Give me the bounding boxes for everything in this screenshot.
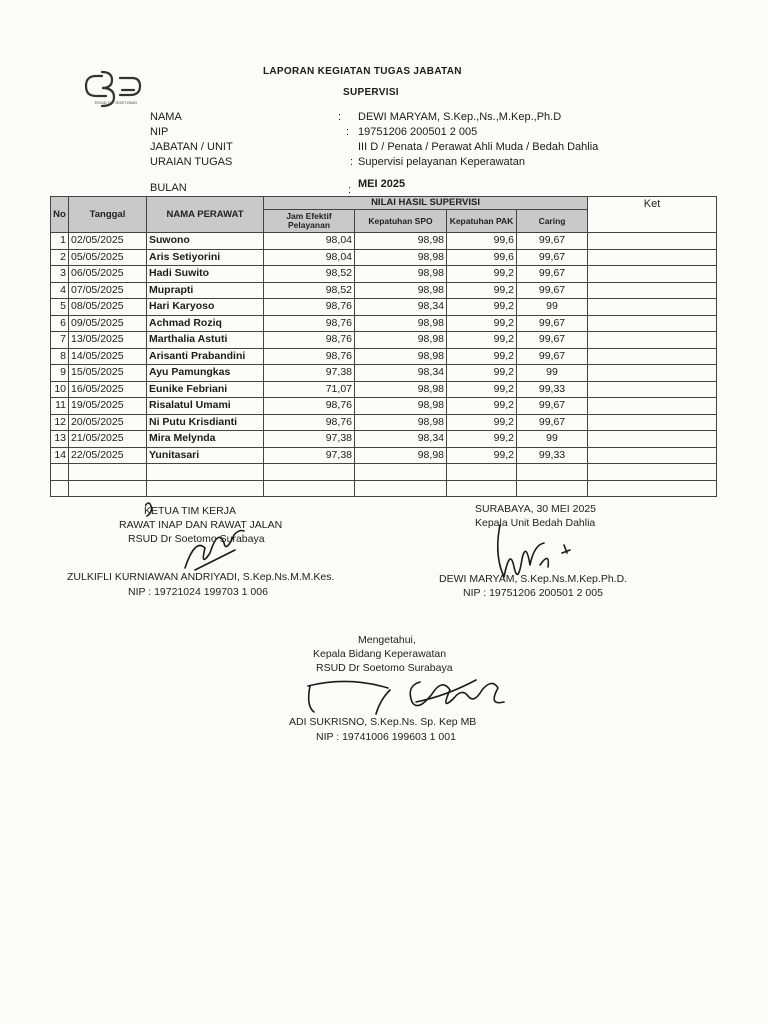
cell-caring: 99 — [517, 365, 588, 382]
cell-ket — [588, 398, 717, 415]
table-row — [51, 365, 717, 382]
bulan-value: MEI 2025 — [358, 178, 406, 190]
cell-nama: Aris Setiyorini — [147, 249, 264, 266]
cell-caring — [517, 480, 588, 497]
right-sig-nip: NIP : 19751206 200501 2 005 — [463, 587, 603, 599]
cell-pak: 99,2 — [447, 414, 517, 431]
table-row — [51, 233, 717, 250]
cell-nama: Marthalia Astuti — [147, 332, 264, 349]
cell-ket — [588, 348, 717, 365]
cell-no: 2 — [51, 249, 69, 266]
cell-spo: 98,34 — [355, 431, 447, 448]
jabatan-label: JABATAN / UNIT — [150, 141, 233, 153]
cell-tanggal: 14/05/2025 — [69, 348, 147, 365]
cell-no: 4 — [51, 282, 69, 299]
nip-colon: : — [346, 126, 350, 138]
bulan-colon: : — [348, 184, 352, 196]
header-group: NILAI HASIL SUPERVISI — [264, 197, 588, 210]
document-subtitle: SUPERVISI — [343, 87, 399, 98]
right-sig-name: DEWI MARYAM, S.Kep.Ns.M.Kep.Ph.D. — [439, 573, 628, 585]
cell-nama: Eunike Febriani — [147, 381, 264, 398]
right-sig-date: SURABAYA, 30 MEI 2025 — [475, 503, 597, 515]
header-caring: Caring — [517, 210, 588, 233]
uraian-label: URAIAN TUGAS — [150, 156, 233, 168]
cell-caring: 99,67 — [517, 249, 588, 266]
cell-jam: 98,76 — [264, 398, 355, 415]
center-sig-nip: NIP : 19741006 199603 1 001 — [316, 731, 456, 743]
cell-spo — [355, 464, 447, 481]
cell-spo: 98,34 — [355, 299, 447, 316]
supervision-table — [50, 196, 717, 497]
cell-tanggal: 22/05/2025 — [69, 447, 147, 464]
center-sig-line1: Mengetahui, — [358, 634, 416, 646]
cell-spo: 98,98 — [355, 447, 447, 464]
nama-colon: : — [338, 111, 342, 123]
cell-tanggal: 06/05/2025 — [69, 266, 147, 283]
cell-pak: 99,6 — [447, 249, 517, 266]
cell-nama: Suwono — [147, 233, 264, 250]
cell-ket — [588, 464, 717, 481]
cell-nama: Risalatul Umami — [147, 398, 264, 415]
cell-no: 7 — [51, 332, 69, 349]
cell-nama: Mira Melynda — [147, 431, 264, 448]
logo-caption: RSUD Dr. SOETOMO — [94, 100, 138, 105]
table-row — [51, 480, 717, 497]
cell-tanggal: 19/05/2025 — [69, 398, 147, 415]
cell-pak: 99,2 — [447, 431, 517, 448]
cell-ket — [588, 332, 717, 349]
cell-tanggal: 13/05/2025 — [69, 332, 147, 349]
cell-spo: 98,98 — [355, 233, 447, 250]
header-pak: Kepatuhan PAK — [447, 210, 517, 233]
center-sig-line2: Kepala Bidang Keperawatan — [313, 648, 447, 660]
uraian-colon: : — [350, 156, 354, 168]
table-row — [51, 299, 717, 316]
cell-spo: 98,98 — [355, 332, 447, 349]
cell-tanggal: 05/05/2025 — [69, 249, 147, 266]
header-tanggal: Tanggal — [69, 197, 147, 233]
cell-ket — [588, 233, 717, 250]
cell-tanggal: 08/05/2025 — [69, 299, 147, 316]
cell-spo: 98,98 — [355, 249, 447, 266]
header-spo: Kepatuhan SPO — [355, 210, 447, 233]
cell-caring: 99,33 — [517, 381, 588, 398]
cell-tanggal: 15/05/2025 — [69, 365, 147, 382]
cell-no: 13 — [51, 431, 69, 448]
cell-pak: 99,2 — [447, 315, 517, 332]
table-row — [51, 332, 717, 349]
cell-spo: 98,98 — [355, 315, 447, 332]
cell-caring: 99 — [517, 431, 588, 448]
cell-no: 10 — [51, 381, 69, 398]
cell-ket — [588, 315, 717, 332]
table-row — [51, 348, 717, 365]
cell-caring: 99,33 — [517, 447, 588, 464]
cell-ket — [588, 447, 717, 464]
table-row — [51, 282, 717, 299]
cell-pak: 99,2 — [447, 447, 517, 464]
cell-nama: Ayu Pamungkas — [147, 365, 264, 382]
cell-ket — [588, 431, 717, 448]
header-ket: Ket — [588, 197, 717, 233]
cell-pak: 99,2 — [447, 266, 517, 283]
cell-pak: 99,6 — [447, 233, 517, 250]
cell-tanggal: 16/05/2025 — [69, 381, 147, 398]
left-sig-line2: RAWAT INAP DAN RAWAT JALAN — [119, 519, 283, 531]
cell-no: 11 — [51, 398, 69, 415]
cell-no: 5 — [51, 299, 69, 316]
header-jam: Jam Efektif Pelayanan — [264, 210, 355, 233]
cell-nama: Arisanti Prabandini — [147, 348, 264, 365]
cell-pak: 99,2 — [447, 381, 517, 398]
cell-caring: 99,67 — [517, 332, 588, 349]
cell-ket — [588, 365, 717, 382]
cell-nama: Achmad Roziq — [147, 315, 264, 332]
cell-no: 9 — [51, 365, 69, 382]
left-sig-line1: KETUA TIM KERJA — [144, 505, 236, 517]
table-row — [51, 464, 717, 481]
cell-tanggal: 09/05/2025 — [69, 315, 147, 332]
cell-jam — [264, 464, 355, 481]
cell-no — [51, 464, 69, 481]
cell-jam: 98,04 — [264, 233, 355, 250]
cell-tanggal — [69, 464, 147, 481]
cell-ket — [588, 414, 717, 431]
uraian-value: Supervisi pelayanan Keperawatan — [358, 156, 525, 168]
table-row — [51, 414, 717, 431]
cell-nama: Hadi Suwito — [147, 266, 264, 283]
cell-nama: Ni Putu Krisdianti — [147, 414, 264, 431]
cell-ket — [588, 299, 717, 316]
cell-ket — [588, 266, 717, 283]
center-sig-line3: RSUD Dr Soetomo Surabaya — [316, 662, 453, 674]
table-row — [51, 398, 717, 415]
cell-jam: 71,07 — [264, 381, 355, 398]
cell-no: 3 — [51, 266, 69, 283]
cell-jam: 97,38 — [264, 447, 355, 464]
cell-tanggal: 07/05/2025 — [69, 282, 147, 299]
cell-tanggal: 21/05/2025 — [69, 431, 147, 448]
cell-caring: 99 — [517, 299, 588, 316]
left-sig-nip: NIP : 19721024 199703 1 006 — [128, 586, 268, 598]
cell-nama — [147, 480, 264, 497]
cell-caring: 99,67 — [517, 398, 588, 415]
header-nama: NAMA PERAWAT — [147, 197, 264, 233]
cell-caring: 99,67 — [517, 266, 588, 283]
cell-caring: 99,67 — [517, 348, 588, 365]
cell-tanggal: 02/05/2025 — [69, 233, 147, 250]
nama-value: DEWI MARYAM, S.Kep.,Ns.,M.Kep.,Ph.D — [358, 111, 562, 123]
cell-jam: 98,52 — [264, 282, 355, 299]
cell-caring: 99,67 — [517, 233, 588, 250]
cell-pak — [447, 464, 517, 481]
cell-jam: 98,76 — [264, 299, 355, 316]
cell-jam: 98,04 — [264, 249, 355, 266]
cell-tanggal — [69, 480, 147, 497]
cell-pak: 99,2 — [447, 299, 517, 316]
cell-caring: 99,67 — [517, 414, 588, 431]
cell-pak: 99,2 — [447, 282, 517, 299]
cell-pak — [447, 480, 517, 497]
cell-jam: 98,76 — [264, 348, 355, 365]
cell-caring: 99,67 — [517, 315, 588, 332]
cell-pak: 99,2 — [447, 398, 517, 415]
right-sig-line2: Kepala Unit Bedah Dahlia — [475, 517, 596, 529]
cell-pak: 99,2 — [447, 365, 517, 382]
cell-pak: 99,2 — [447, 348, 517, 365]
cell-no: 1 — [51, 233, 69, 250]
cell-jam: 97,38 — [264, 365, 355, 382]
nip-value: 19751206 200501 2 005 — [358, 126, 478, 138]
cell-jam: 98,76 — [264, 332, 355, 349]
table-row — [51, 266, 717, 283]
cell-ket — [588, 480, 717, 497]
cell-spo: 98,34 — [355, 365, 447, 382]
center-signature-icon — [300, 672, 530, 717]
table-row — [51, 447, 717, 464]
cell-pak: 99,2 — [447, 332, 517, 349]
nama-label: NAMA — [150, 111, 182, 123]
document-title: LAPORAN KEGIATAN TUGAS JABATAN — [263, 66, 462, 77]
cell-spo: 98,98 — [355, 266, 447, 283]
cell-spo — [355, 480, 447, 497]
cell-nama: Hari Karyoso — [147, 299, 264, 316]
cell-spo: 98,98 — [355, 381, 447, 398]
cell-nama — [147, 464, 264, 481]
cell-no — [51, 480, 69, 497]
left-sig-line3: RSUD Dr Soetomo Surabaya — [128, 533, 265, 545]
cell-no: 14 — [51, 447, 69, 464]
cell-ket — [588, 282, 717, 299]
table-row — [51, 249, 717, 266]
table-row — [51, 315, 717, 332]
cell-ket — [588, 249, 717, 266]
cell-no: 12 — [51, 414, 69, 431]
cell-caring — [517, 464, 588, 481]
cell-spo: 98,98 — [355, 348, 447, 365]
cell-jam: 98,76 — [264, 315, 355, 332]
cell-no: 6 — [51, 315, 69, 332]
cell-nama: Muprapti — [147, 282, 264, 299]
center-sig-name: ADI SUKRISNO, S.Kep.Ns. Sp. Kep MB — [289, 716, 477, 728]
cell-jam: 97,38 — [264, 431, 355, 448]
cell-spo: 98,98 — [355, 398, 447, 415]
cell-nama: Yunitasari — [147, 447, 264, 464]
cell-jam: 98,76 — [264, 414, 355, 431]
cell-spo: 98,98 — [355, 282, 447, 299]
cell-caring: 99,67 — [517, 282, 588, 299]
nip-label: NIP — [150, 126, 169, 138]
left-sig-name: ZULKIFLI KURNIAWAN ANDRIYADI, S.Kep.Ns.M.M.Kes. — [67, 571, 335, 583]
cell-no: 8 — [51, 348, 69, 365]
jabatan-value: III D / Penata / Perawat Ahli Muda / Bedah Dahlia — [358, 141, 599, 153]
bulan-label: BULAN — [150, 182, 187, 194]
cell-spo: 98,98 — [355, 414, 447, 431]
cell-tanggal: 20/05/2025 — [69, 414, 147, 431]
cell-ket — [588, 381, 717, 398]
table-row — [51, 431, 717, 448]
table-row — [51, 381, 717, 398]
cell-jam — [264, 480, 355, 497]
cell-jam: 98,52 — [264, 266, 355, 283]
header-no: No — [51, 197, 69, 233]
